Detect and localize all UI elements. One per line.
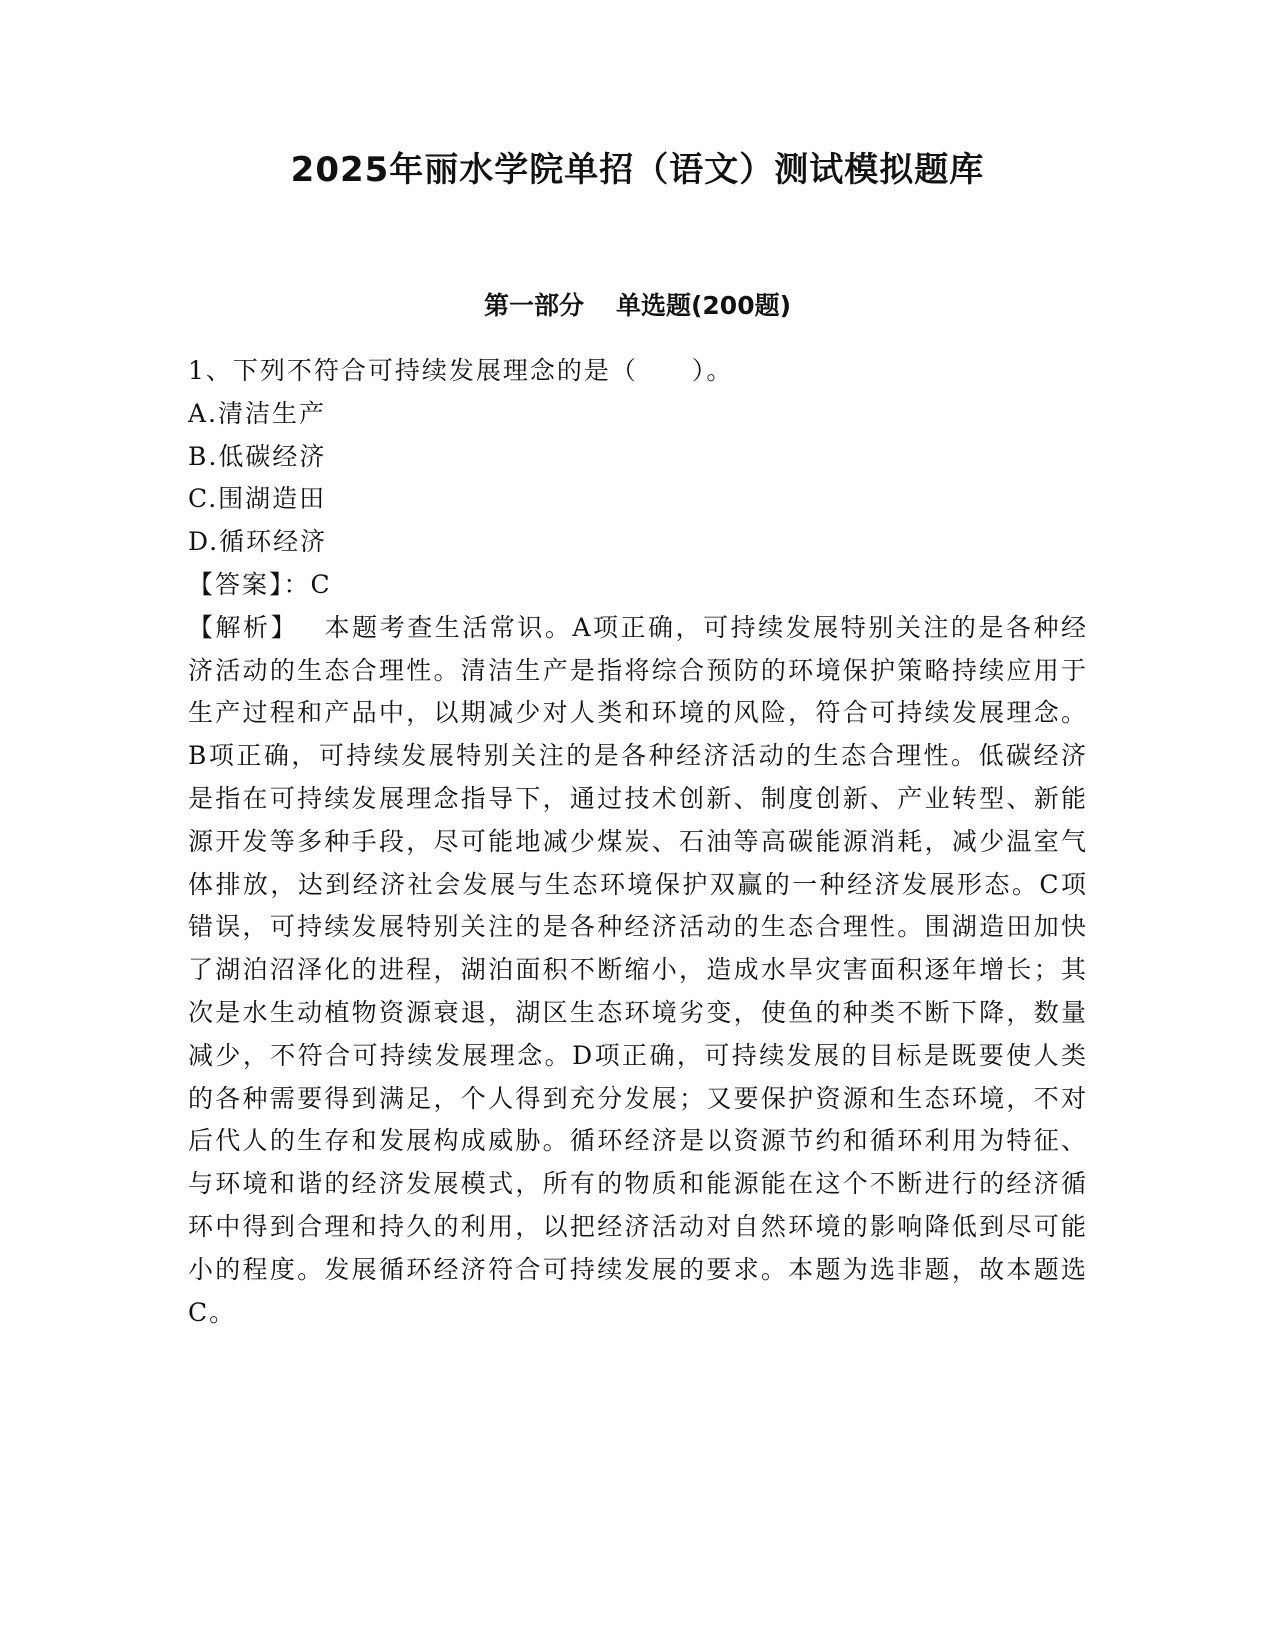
answer-value: C bbox=[310, 569, 332, 599]
explanation-paragraph bbox=[188, 607, 1088, 1335]
section-part-label: 第一部分 bbox=[483, 291, 584, 320]
option-d: D.循环经济 bbox=[188, 527, 328, 557]
section-name-label: 单选题(200题) bbox=[615, 291, 792, 320]
option-c: C.围湖造田 bbox=[188, 484, 327, 514]
answer-line bbox=[188, 564, 1088, 607]
answer-label: 【答案】： bbox=[188, 569, 311, 599]
option-b: B.低碳经济 bbox=[188, 441, 327, 471]
section-heading bbox=[0, 290, 1275, 322]
document-title: 2025年丽水学院单招（语文）测试模拟题库 bbox=[290, 150, 985, 190]
explanation-text: 本题考查生活常识。A项正确，可持续发展特别关注的是各种经济活动的生态合理性。清洁生产是指将综合预防的环境保护策略持续应用于生产过程和产品中，以期减少对人类和环境的风险，符合可持续发展理念。B项正确，可持续发展特别关注的是各种经济活动的生态合理性。低碳经济是指在可持续发展理念指导下，通过技术创新、制度创新、产业转型、新能源开发等多种手段，尽可能地减少煤炭、石油等高碳能源消耗，减少温室气体排放，达到经济社会发展与生态环境保护双赢的一种经济发展形态。C项错误，可持续发展特别关注的是各种经济活动的生态合理性。围湖造田加快了湖泊沼泽化的进程，湖泊面积不断缩小，造成水旱灾害面积逐年增长；其次是水生动植物资源衰退，湖区生态环境劣变，使鱼的种类不断下降，数量减少，不符合可持续发展理念。D项正确，可持续发展的目标是既要使人类的各种需要得到满足，个人得到充分发展；又要保护资源和生态环境，不对后代人的生存和发展构成威胁。循环经济是以资源节约和循环利用为特征、与环境和谐的经济发展模式，所有的物质和能源能在这个不断进行的经济循环中得到合理和持久的利用，以把经济活动对自然环境的影响降低到尽可能小的程度。发展循环经济符合可持续发展的要求。本题为选非题，故本题选C。 bbox=[188, 612, 1088, 1327]
question-block bbox=[188, 350, 1088, 1334]
question-stem: 1、下列不符合可持续发展理念的是（ ）。 bbox=[188, 356, 734, 385]
explanation-label: 【解析】 bbox=[188, 612, 299, 642]
option-a: A.清洁生产 bbox=[188, 398, 327, 428]
